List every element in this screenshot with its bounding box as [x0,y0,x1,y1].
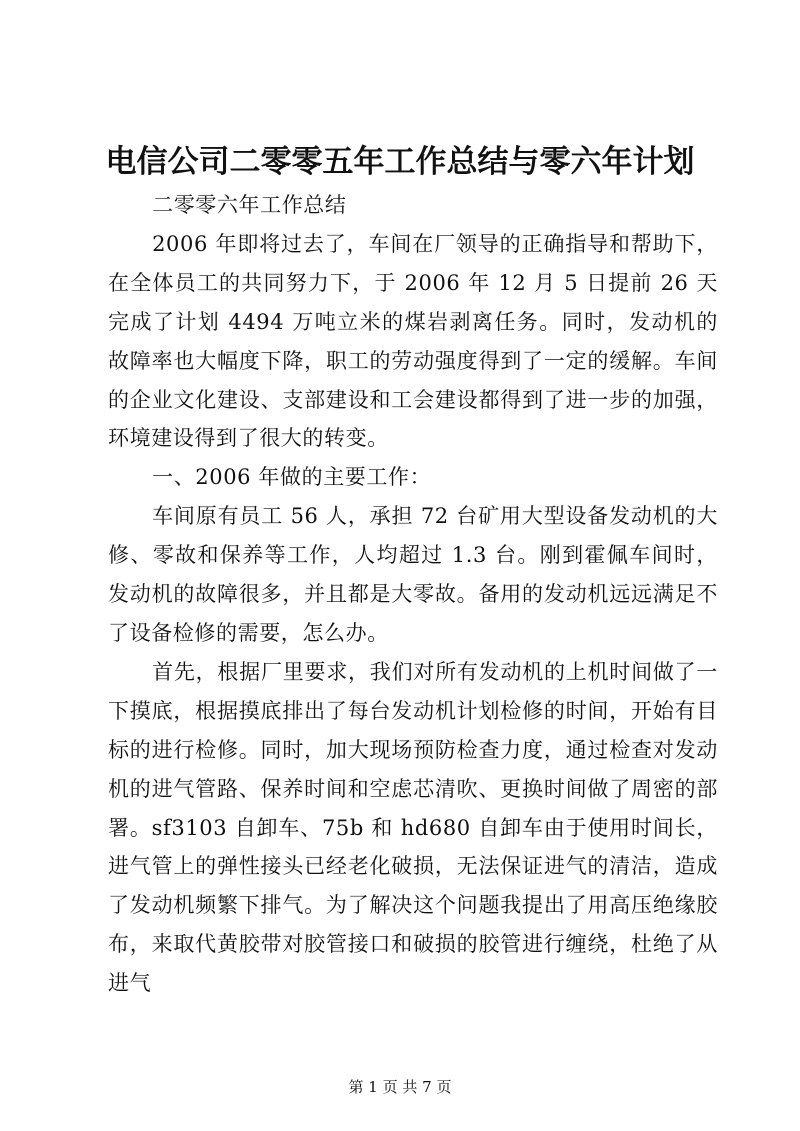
section-heading: 二零零六年工作总结 [152,193,347,217]
document-title: 电信公司二零零五年工作总结与零六年计划 [105,144,695,180]
document-body [108,186,718,1003]
paragraph-intro: 2006 年即将过去了，车间在厂领导的正确指导和帮助下，在全体员工的共同努力下，于 2006 年 12 月 5 日提前 26 天完成了计划 4494 万吨立米的煤岩剥离任务。同时，发动机的故障率也大幅度下降，职工的劳动强度得到了一定的缓解。车间的企业文化建设、支部建设和工会建设都得到了进一步的加强，环境建设得到了很大的转变。 [108,231,718,451]
page-number: 第 1 页 共 7 页 [348,1078,452,1096]
paragraph-measures: 首先，根据厂里要求，我们对所有发动机的上机时间做了一下摸底，根据摸底排出了每台发动机计划检修的时间，开始有目标的进行检修。同时，加大现场预防检查力度，通过检查对发动机的进气管路、保养时间和空虑芯清吹、更换时间做了周密的部署。sf3103 自卸车、75b 和 hd680 自卸车由于使用时间长，进气管上的弹性接头已经老化破损，无法保证进气的清洁，造成了发动机频繁下排气。为了解决这个问题我提出了用高压绝缘胶布，来取代黄胶带对胶管接口和破损的胶管进行缠绕，杜绝了从进气 [108,659,718,996]
paragraph-staff: 车间原有员工 56 人，承担 72 台矿用大型设备发动机的大修、零故和保养等工作，人均超过 1.3 台。刚到霍佩车间时，发动机的故障很多，并且都是大零故。备用的发动机远远满足不了设备检修的需要，怎么办。 [108,504,718,645]
subsection-heading: 一、2006 年做的主要工作： [152,465,432,490]
